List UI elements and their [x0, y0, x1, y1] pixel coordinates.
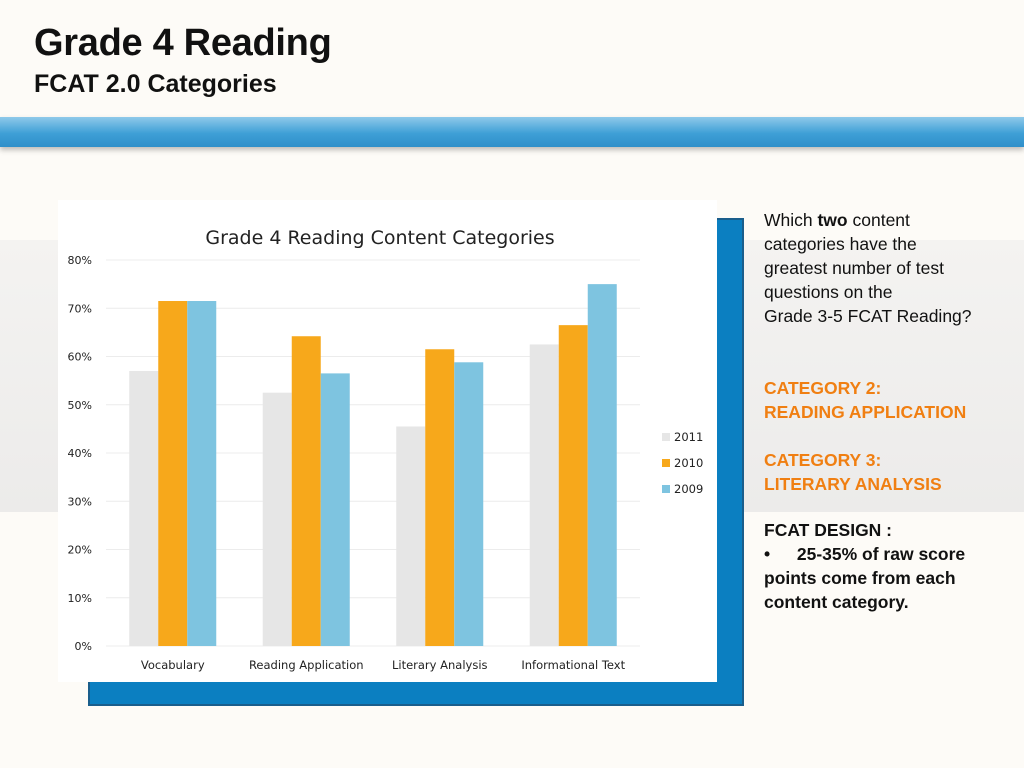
answer1-line1: CATEGORY 2: [764, 378, 882, 398]
fcat-design-note [764, 518, 1014, 614]
bar-2011-vocabulary [129, 371, 158, 646]
x-tick-label: Informational Text [521, 658, 626, 672]
design-bullet-item [764, 542, 1014, 614]
answer-category-3 [764, 448, 1014, 496]
y-tick-label: 10% [67, 591, 92, 605]
y-tick-label: 70% [67, 302, 92, 316]
chart-panel [58, 200, 717, 682]
x-axis-ticks [141, 658, 626, 672]
y-tick-label: 20% [67, 543, 92, 557]
bar-2011-literary-analysis [396, 426, 425, 646]
bar-2009-literary-analysis [454, 362, 483, 646]
question-line4: questions on the [764, 282, 893, 302]
bar-2010-vocabulary [158, 301, 187, 646]
y-tick-label: 60% [67, 350, 92, 364]
legend-swatch-2009 [662, 485, 670, 493]
answer2-line2: LITERARY ANALYSIS [764, 474, 942, 494]
x-tick-label: Vocabulary [140, 658, 205, 672]
y-tick-label: 50% [67, 398, 92, 412]
y-tick-label: 0% [74, 640, 92, 653]
bar-2009-reading-application [321, 373, 350, 646]
bar-2009-informational-text [588, 284, 617, 646]
y-tick-label: 30% [67, 495, 92, 509]
header-divider-bar [0, 117, 1024, 147]
x-tick-label: Reading Application [248, 658, 364, 672]
question-pre: Which [764, 210, 818, 230]
chart-legend [662, 430, 703, 496]
bullet-icon: • [764, 544, 771, 564]
x-tick-label: Literary Analysis [391, 658, 488, 672]
chart-bars [129, 284, 617, 646]
question-bold: two [817, 210, 848, 230]
chart-title: Grade 4 Reading Content Categories [205, 227, 555, 249]
legend-label-2010: 2010 [674, 456, 704, 470]
y-axis-ticks [68, 254, 92, 653]
bar-2009-vocabulary [187, 301, 216, 646]
question-line1-rest: content [847, 210, 910, 230]
bar-2011-informational-text [530, 344, 559, 646]
question-text [764, 208, 1014, 328]
legend-label-2009: 2009 [674, 482, 704, 496]
page-subtitle: FCAT 2.0 Categories [34, 70, 277, 98]
answer-category-2 [764, 376, 1014, 424]
bar-2010-literary-analysis [425, 349, 454, 646]
legend-swatch-2010 [662, 459, 670, 467]
answer2-line1: CATEGORY 3: [764, 450, 882, 470]
bar-2010-informational-text [559, 325, 588, 646]
answer1-line2: READING APPLICATION [764, 402, 967, 422]
legend-swatch-2011 [662, 433, 670, 441]
y-tick-label: 80% [67, 254, 92, 267]
question-line3: greatest number of test [764, 258, 944, 278]
question-line2: categories have the [764, 234, 917, 254]
legend-label-2011: 2011 [674, 430, 704, 444]
bar-2011-reading-application [263, 393, 292, 646]
bar-chart [58, 200, 717, 682]
page-title: Grade 4 Reading [34, 22, 332, 64]
design-heading: FCAT DESIGN : [764, 520, 893, 540]
question-line5: Grade 3-5 FCAT Reading? [764, 306, 972, 326]
design-bullet-text: 25-35% of raw score points come from each content category. [764, 544, 966, 612]
bar-2010-reading-application [292, 336, 321, 646]
y-tick-label: 40% [67, 447, 92, 460]
